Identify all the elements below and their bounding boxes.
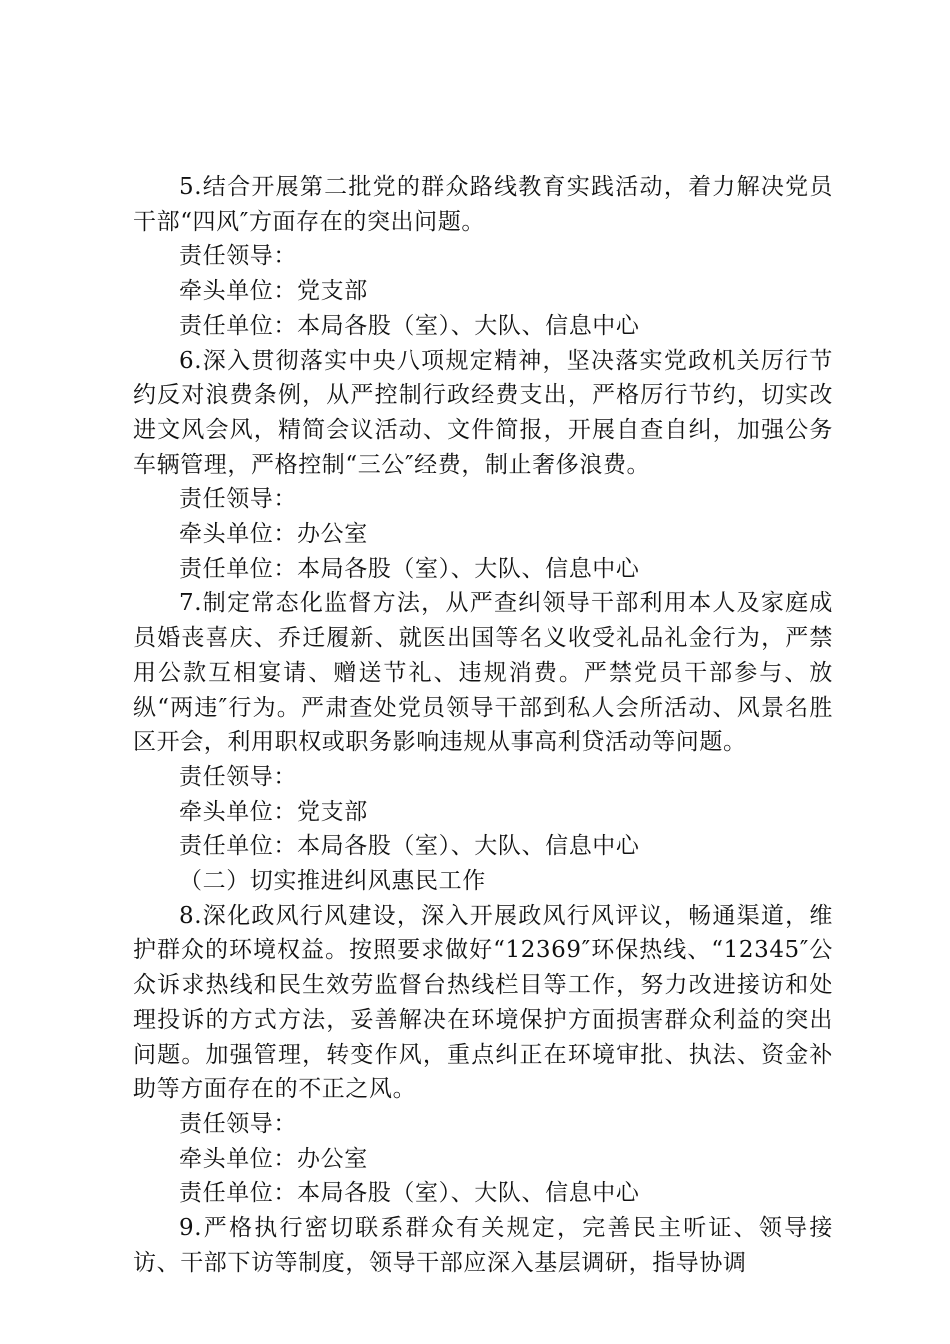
document-page [133, 170, 833, 1281]
item-6-lead-unit: 牵头单位：办公室 [179, 521, 368, 548]
item-6-text: 6.深入贯彻落实中央八项规定精神，坚决落实党政机关厉行节约反对浪费条例，从严控制行政经费支出，严格厉行节约，切实改进文风会风，精简会议活动、文件简报，开展自查自纠，加强公务车辆管理，严格控制“三公″经费，制止奢侈浪费。 [133, 347, 833, 478]
item-8-lead-unit: 牵头单位：办公室 [179, 1145, 368, 1172]
item-5-leader: 责任领导： [179, 243, 297, 270]
item-5-resp-unit: 责任单位：本局各股（室）、大队、信息中心 [179, 312, 640, 339]
item-6-resp-unit: 责任单位：本局各股（室）、大队、信息中心 [179, 555, 640, 582]
item-5-lead-unit: 牵头单位：党支部 [179, 278, 368, 305]
item-7-leader: 责任领导： [179, 763, 297, 790]
item-5-text: 5.结合开展第二批党的群众路线教育实践活动，着力解决党员干部“四风″方面存在的突出问题。 [133, 174, 833, 235]
item-7-resp-unit: 责任单位：本局各股（室）、大队、信息中心 [179, 833, 640, 860]
item-8-resp-unit: 责任单位：本局各股（室）、大队、信息中心 [179, 1180, 640, 1207]
item-9-text: 9.严格执行密切联系群众有关规定，完善民主听证、领导接访、干部下访等制度，领导干部应深入基层调研，指导协调 [133, 1215, 833, 1276]
item-8-leader: 责任领导： [179, 1110, 297, 1137]
item-8-text: 8.深化政风行风建设，深入开展政风行风评议，畅通渠道，维护群众的环境权益。按照要求做好“12369″环保热线、“12345″公众诉求热线和民生效劳监督台热线栏目等工作，努力改进接访和处理投诉的方式方法，妥善解决在环境保护方面损害群众利益的突出问题。加强管理，转变作风，重点纠正在环境审批、执法、资金补助等方面存在的不正之风。 [133, 902, 833, 1103]
section-heading: （二）切实推进纠风惠民工作 [179, 868, 486, 895]
item-6-leader: 责任领导： [179, 486, 297, 513]
item-7-text: 7.制定常态化监督方法，从严查纠领导干部利用本人及家庭成员婚丧喜庆、乔迁履新、就医出国等名义收受礼品礼金行为，严禁用公款互相宴请、赠送节礼、违规消费。严禁党员干部参与、放纵“两违″行为。严肃查处党员领导干部到私人会所活动、风景名胜区开会，利用职权或职务影响违规从事高利贷活动等问题。 [133, 590, 833, 756]
item-7-lead-unit: 牵头单位：党支部 [179, 798, 368, 825]
